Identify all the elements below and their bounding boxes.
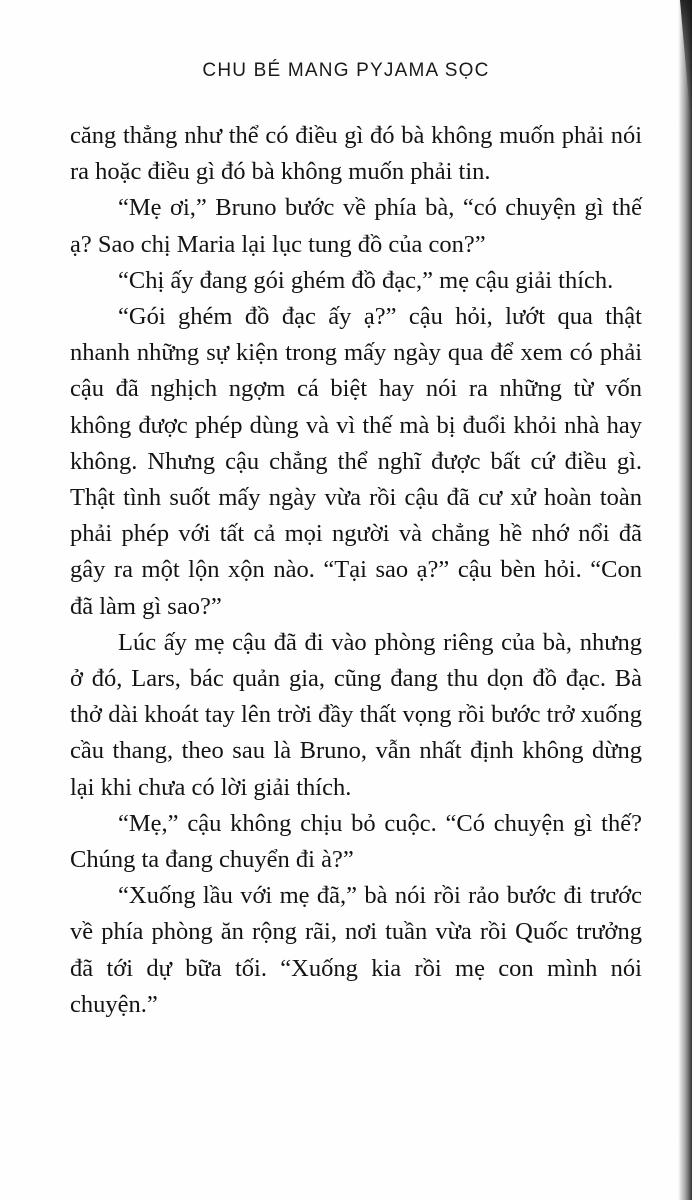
paragraph: căng thẳng như thể có điều gì đó bà không muốn phải nói ra hoặc điều gì đó bà không muốn phải tin.	[70, 122, 642, 186]
body-text	[70, 118, 642, 1023]
paragraph: “Mẹ ơi,” Bruno bước về phía bà, “có chuyện gì thế ạ? Sao chị Maria lại lục tung đồ của con?”	[70, 194, 642, 258]
paragraph: “Gói ghém đồ đạc ấy ạ?” cậu hỏi, lướt qua thật nhanh những sự kiện trong mấy ngày qua để xem có phải cậu đã nghịch ngợm cá biệt hay nói ra những từ vốn không được phép dùng và vì thế mà bị đuổi khỏi nhà hay không. Nhưng cậu chẳng thể nghĩ được bất cứ điều gì. Thật tình suốt mấy ngày vừa rồi cậu đã cư xử hoàn toàn phải phép với tất cả mọi người và chẳng hề nhớ nổi đã gây ra một lộn xộn nào. “Tại sao ạ?” cậu bèn hỏi. “Con đã làm gì sao?”	[70, 303, 642, 620]
running-header: CHU BÉ MANG PYJAMA SỌC	[202, 60, 490, 81]
paragraph: “Mẹ,” cậu không chịu bỏ cuộc. “Có chuyện gì thế? Chúng ta đang chuyển đi à?”	[70, 809, 642, 874]
page-edge-shadow	[678, 0, 692, 1200]
paragraph: “Chị ấy đang gói ghém đồ đạc,” mẹ cậu giải thích.	[118, 266, 614, 294]
paragraph: Lúc ấy mẹ cậu đã đi vào phòng riêng của bà, nhưng ở đó, Lars, bác quản gia, cũng đang thu dọn đồ đạc. Bà thở dài khoát tay lên trời đầy thất vọng rồi bước trở xuống cầu thang, theo sau là Bruno, vẫn nhất định không dừng lại khi chưa có lời giải thích.	[70, 628, 642, 801]
paragraph: “Xuống lầu với mẹ đã,” bà nói rồi rảo bước đi trước về phía phòng ăn rộng rãi, nơi tuần vừa rồi Quốc trưởng đã tới dự bữa tối. “Xuống kia rồi mẹ con mình nói chuyện.”	[70, 882, 642, 1018]
